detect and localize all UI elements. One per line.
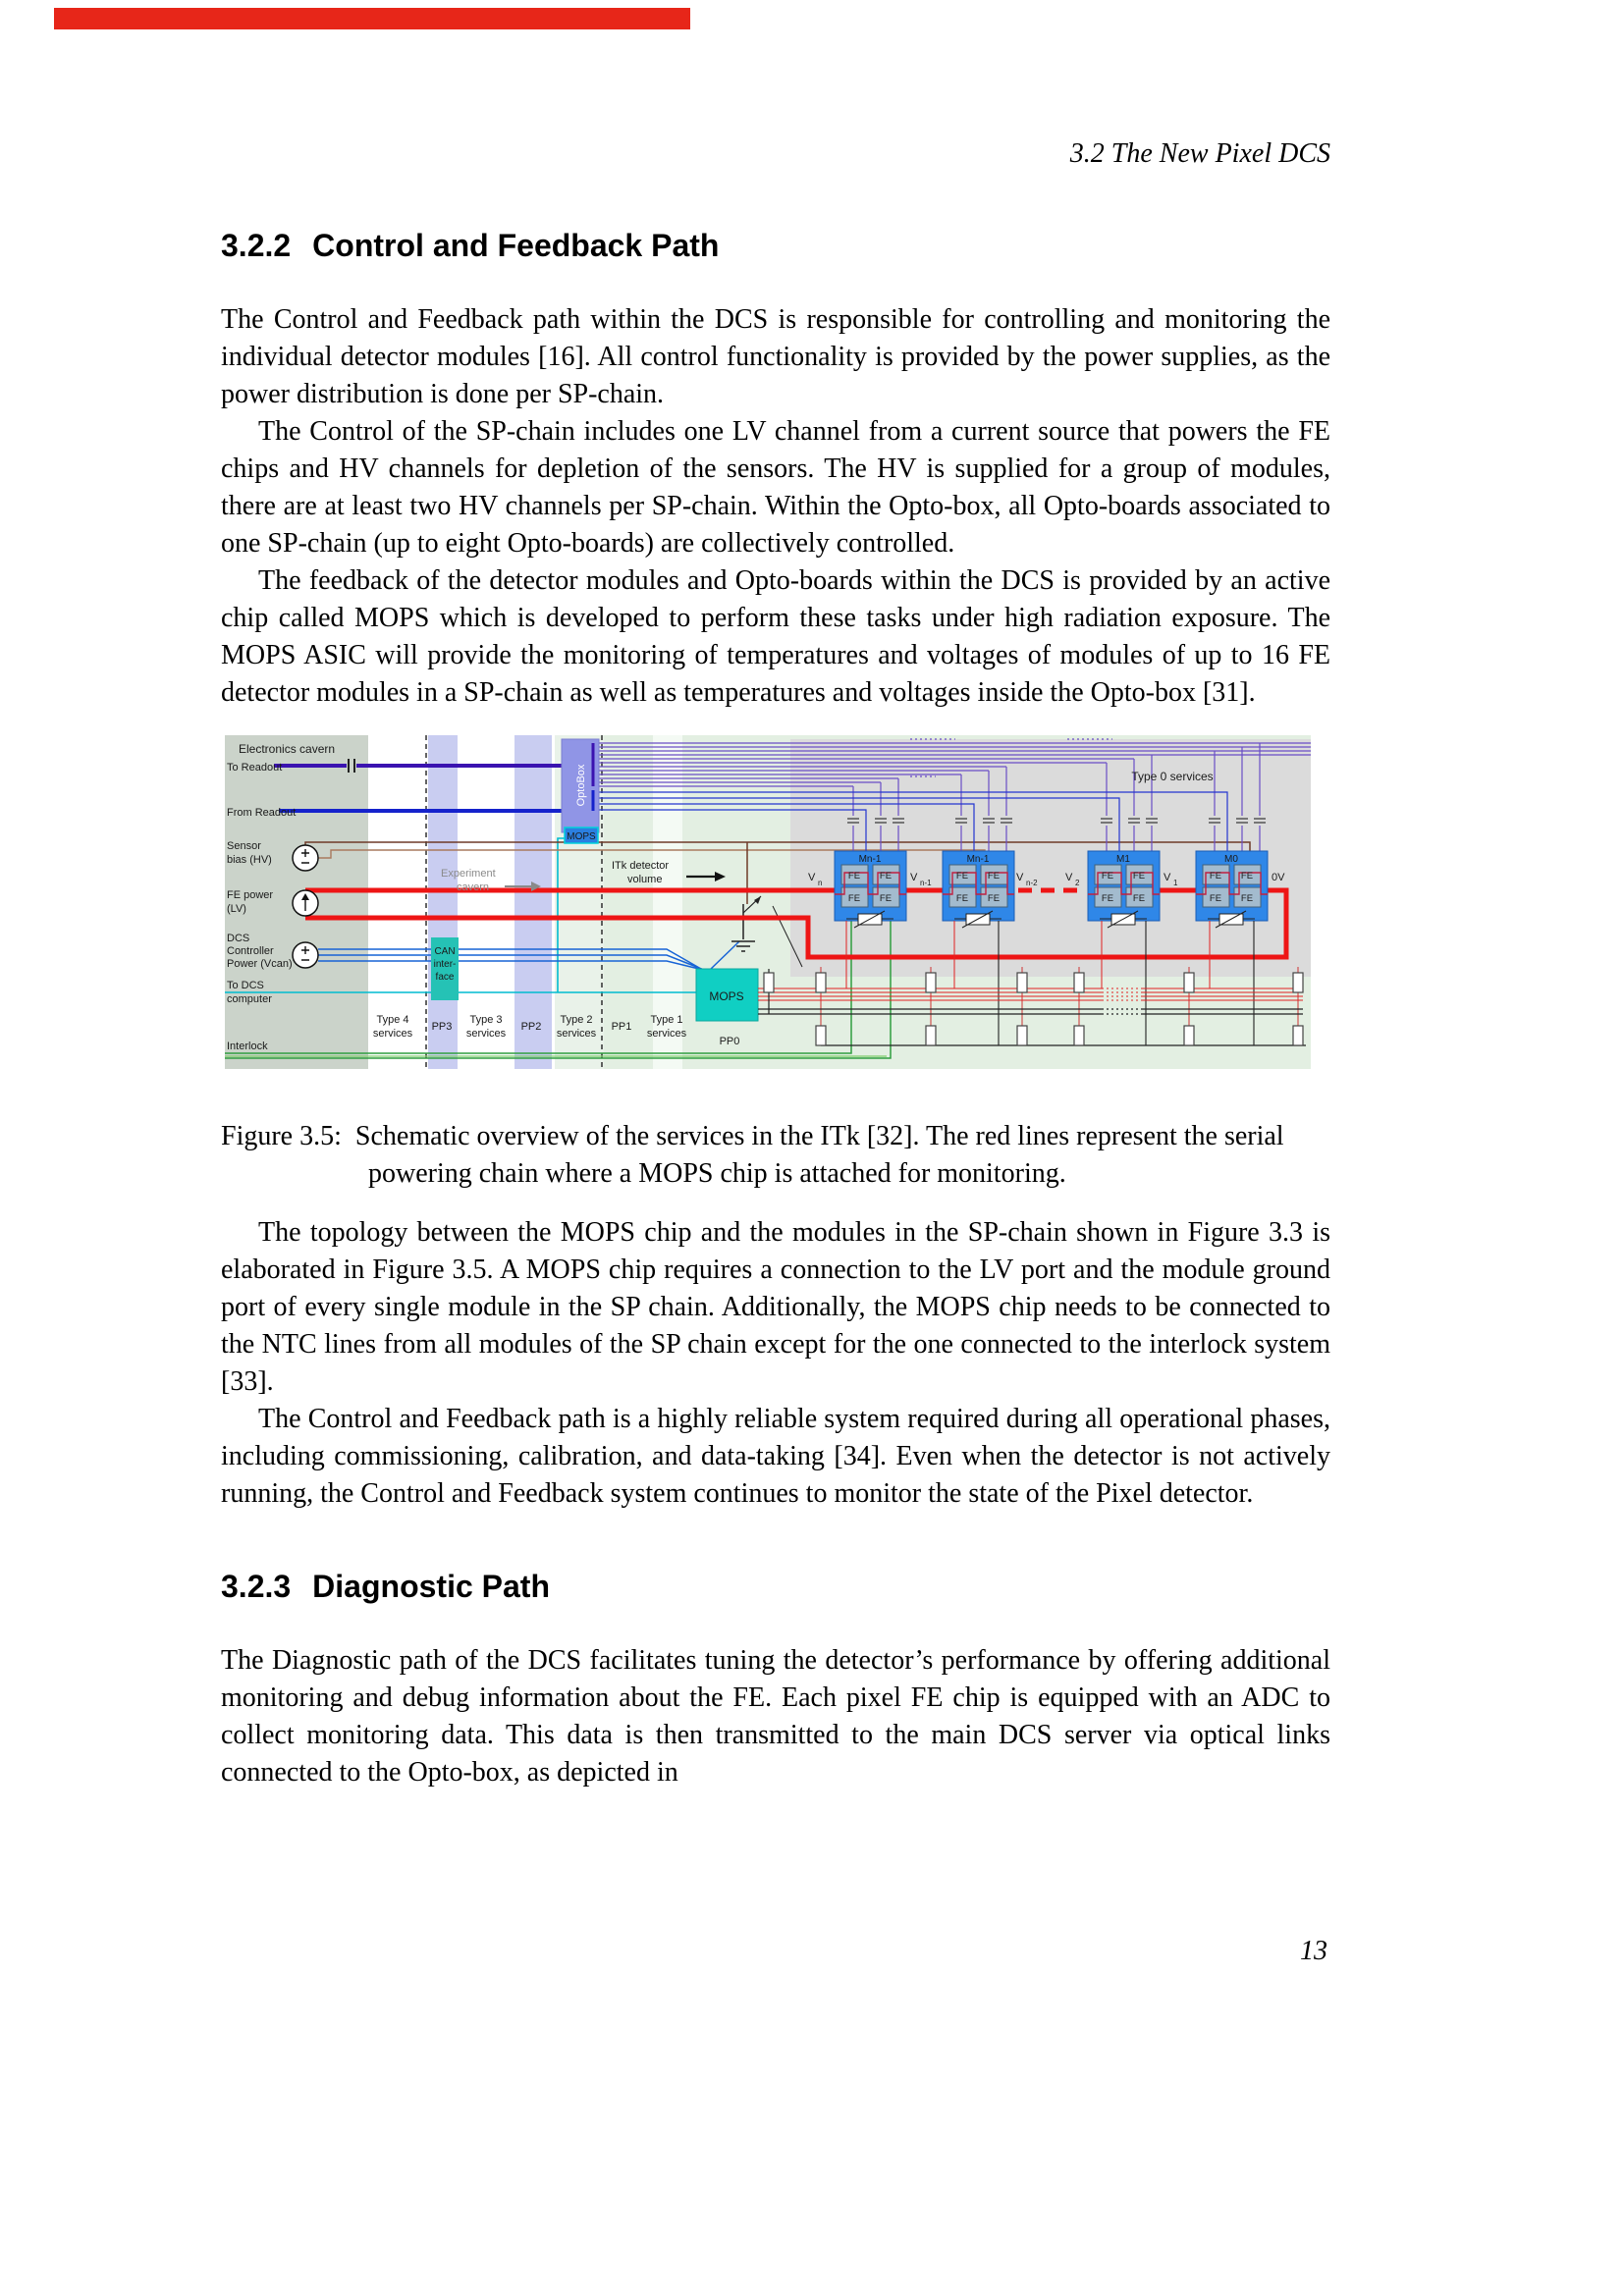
fig-label-fe: FE	[879, 871, 893, 881]
fig-label-0v: 0V	[1272, 872, 1285, 883]
fig-label-vn2: V	[1016, 872, 1024, 883]
fig-label-fe: FE	[847, 893, 861, 904]
fig-label-type2-2: services	[556, 1028, 597, 1040]
fig-label-module-a: Mn-1	[858, 854, 882, 865]
fig-label-itk-volume-2: volume	[627, 874, 663, 885]
paragraph-3: The feedback of the detector modules and Opto-boards within the DCS is provided by an active chip called MOPS which is developed to perform these tasks under high radiation exposure. The MOPS ASIC will provide the monitoring of temperatures and voltages of modules of up to 16 FE detector modules in a SP-chain as well as temperatures and voltages inside the Opto-box [31].	[221, 565, 1330, 708]
fig-label-from-readout: From Readout	[227, 807, 297, 819]
fig-label-type3-2: services	[465, 1028, 507, 1040]
fig-label-pp2: PP2	[520, 1021, 542, 1033]
paragraph-5: The Control and Feedback path is a highly reliable system required during all operational phases, including commissioning, calibration, and data-taking [34]. Even when the detector is not actively running, the Control and Feedback system continues to monitor the state of the Pixel detector.	[221, 1404, 1330, 1509]
fig-label-electronics-cavern: Electronics cavern	[239, 742, 336, 756]
fig-label-fe: FE	[1209, 893, 1222, 904]
fig-label-type4-2: services	[372, 1028, 413, 1040]
section-title: Control and Feedback Path	[312, 228, 720, 263]
section-number: 3.2.2	[221, 228, 292, 263]
fig-label-can-2: inter-	[433, 959, 457, 970]
fig-label-type2: Type 2	[560, 1014, 593, 1026]
paragraph-1: The Control and Feedback path within the DCS is responsible for controlling and monitoring the individual detector modules [16]. All control functionality is provided by the power supplies, as the power distribution is done per SP-chain.	[221, 304, 1330, 409]
fig-label-module-b: Mn-1	[966, 854, 990, 865]
fig-label-vn-sub: n	[818, 879, 823, 887]
fig-label-fe: FE	[1101, 871, 1114, 881]
fig-label-pp3: PP3	[431, 1021, 453, 1033]
fig-label-fe: FE	[1101, 893, 1114, 904]
fig-label-fe: FE	[1132, 871, 1146, 881]
text-column	[221, 0, 1330, 1791]
fig-label-fe: FE	[847, 871, 861, 881]
fig-label-vn1: V	[910, 872, 918, 883]
paragraph-2: The Control of the SP-chain includes one LV channel from a current source that powers the FE chips and HV channels for depletion of the sensors. The HV is supplied for a group of modules, there are at least two HV channels per SP-chain. Within the Opto-box, all Opto-boards associated to one SP-chain (up to eight Opto-boards) are collectively controlled.	[221, 416, 1330, 559]
figure-3-5	[223, 731, 1313, 1075]
hv-source-icon	[293, 845, 318, 871]
fig-label-fe: FE	[955, 871, 969, 881]
fig-label-v1: V	[1164, 872, 1171, 883]
fig-label-type0: Type 0 services	[1131, 770, 1214, 783]
fig-label-fe: FE	[1240, 871, 1254, 881]
page-number: 13	[1300, 1936, 1327, 1966]
fig-label-fe: FE	[987, 871, 1001, 881]
fig-label-pp1: PP1	[611, 1021, 632, 1033]
fig-label-mops-big: MOPS	[709, 989, 744, 1003]
fig-label-vn1-sub: n-1	[920, 879, 932, 887]
section-number: 3.2.3	[221, 1569, 292, 1604]
fig-label-to-dcs: To DCS	[227, 980, 264, 991]
fig-label-vn2-sub: n-2	[1026, 879, 1038, 887]
fig-label-fe: FE	[987, 893, 1001, 904]
fig-label-vn: V	[808, 872, 816, 883]
fig-label-sensor-bias: Sensor	[227, 840, 261, 852]
fig-label-to-readout: To Readout	[227, 762, 283, 774]
figure-caption	[221, 1118, 1330, 1193]
pp2-band	[514, 735, 552, 1069]
section-heading-323	[221, 1568, 1330, 1605]
fig-label-type1: Type 1	[650, 1014, 683, 1026]
running-head: 3.2 The New Pixel DCS	[1069, 138, 1330, 169]
fig-label-v2: V	[1065, 872, 1073, 883]
fig-label-module-d: M0	[1224, 854, 1238, 865]
fig-label-module-c: M1	[1116, 854, 1130, 865]
fig-label-mops-small: MOPS	[567, 831, 596, 842]
fig-label-v1-sub: 1	[1173, 879, 1178, 887]
fig-label-fe: FE	[1209, 871, 1222, 881]
fig-label-optobox: OptoBox	[575, 764, 587, 807]
section-heading-322	[221, 227, 1330, 264]
fig-label-itk-volume: ITk detector	[612, 860, 670, 872]
fig-label-v2-sub: 2	[1075, 879, 1080, 887]
fig-label-sensor-bias-2: bias (HV)	[227, 854, 272, 866]
figure-caption-label: Figure 3.5:	[221, 1121, 342, 1151]
figure-diagram	[223, 731, 1313, 1075]
fig-label-type1-2: services	[646, 1028, 687, 1040]
fig-label-fe-power-2: (LV)	[227, 903, 246, 915]
fig-label-interlock: Interlock	[227, 1041, 268, 1052]
fig-label-experiment-cavern: Experiment	[441, 868, 496, 880]
figure-caption-text: Schematic overview of the services in the ITk [32]. The red lines represent the serial powering chain where a MOPS chip is attached for monitoring.	[354, 1121, 1284, 1189]
fig-label-fe: FE	[879, 893, 893, 904]
fig-label-can-3: face	[435, 972, 455, 983]
fig-label-dcs-2: Controller	[227, 945, 274, 957]
fig-label-experiment-cavern-2: cavern	[457, 881, 490, 893]
fig-label-fe: FE	[1240, 893, 1254, 904]
fig-label-can: CAN	[434, 946, 456, 957]
fig-label-fe: FE	[955, 893, 969, 904]
pp3-band	[428, 735, 458, 1069]
fig-label-type4: Type 4	[376, 1014, 409, 1026]
paragraph-6: The Diagnostic path of the DCS facilitates tuning the detector’s performance by offering additional monitoring and debug information about the FE. Each pixel FE chip is equipped with an ADC to collect monitoring data. This data is then transmitted to the main DCS server via optical links connected to the Opto-box, as depicted in	[221, 1645, 1330, 1788]
vcan-source-icon	[293, 942, 318, 968]
section-title: Diagnostic Path	[312, 1569, 550, 1604]
fig-label-fe: FE	[1132, 893, 1146, 904]
power-sources	[293, 845, 318, 968]
fig-label-dcs: DCS	[227, 933, 250, 944]
fig-label-to-dcs-2: computer	[227, 993, 272, 1005]
paragraph-4: The topology between the MOPS chip and the modules in the SP-chain shown in Figure 3.3 is elaborated in Figure 3.5. A MOPS chip requires a connection to the LV port and the module ground port of every single module in the SP chain. Additionally, the MOPS chip needs to be connected to the NTC lines from all modules of the SP chain except for the one connected to the interlock system [33].	[221, 1217, 1330, 1397]
fig-label-fe-power: FE power	[227, 889, 274, 901]
fig-label-type3: Type 3	[469, 1014, 503, 1026]
fig-label-pp0: PP0	[719, 1036, 740, 1047]
fig-label-dcs-3: Power (Vcan)	[227, 958, 293, 970]
